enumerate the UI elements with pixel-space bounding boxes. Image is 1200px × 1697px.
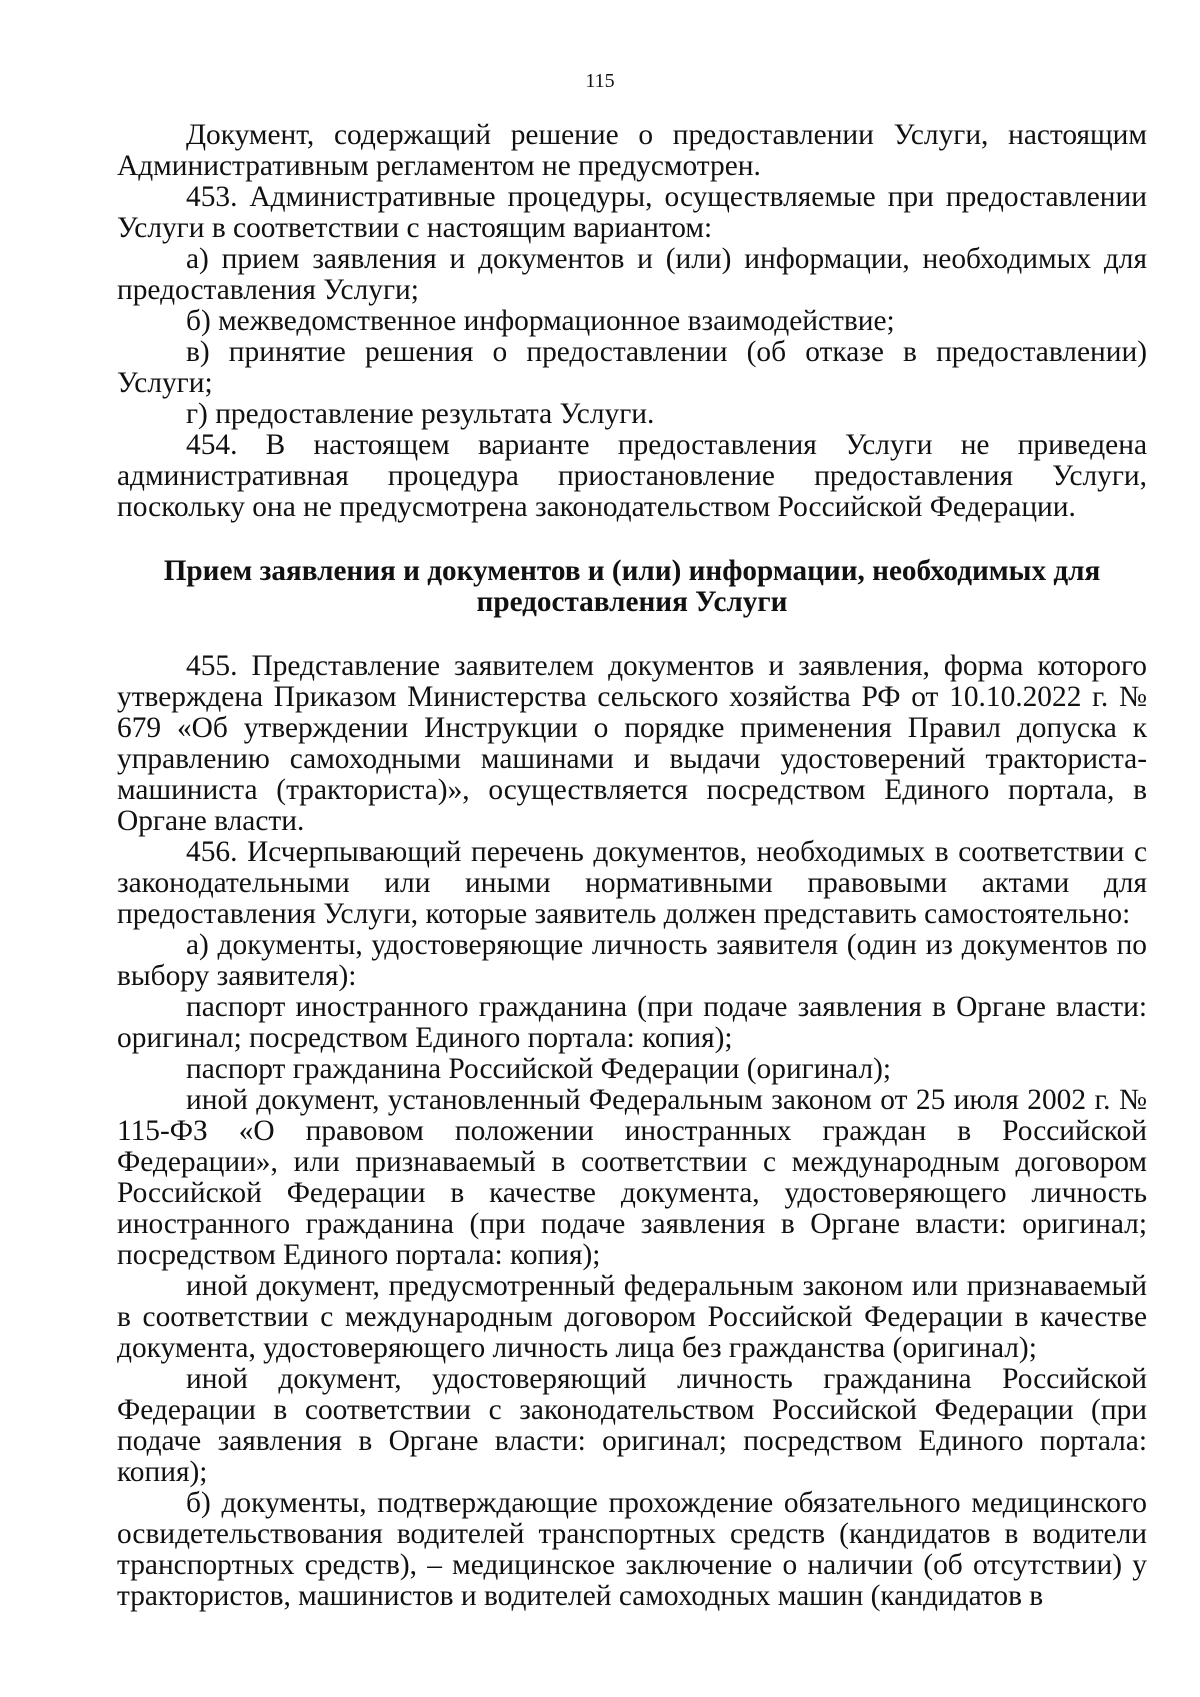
list-item-a: а) прием заявления и документов и (или) информации, необходимых для предоставления Услуги; (117, 243, 1147, 306)
paragraph-456: 456. Исчерпывающий перечень документов, необходимых в соответствии с законодательными или иными нормативными правовыми актами для предоставления Услуги, которые заявитель должен представить самостоятельно: (117, 836, 1147, 930)
paragraph-454: 454. В настоящем варианте предоставления Услуги не приведена административная процедура приостановление предоставления Услуги, поскольку она не предусмотрена законодательством Российской Федерации. (117, 429, 1147, 523)
section-heading (117, 556, 1147, 618)
section-heading-line-1: Прием заявления и документов и (или) информации, необходимых для (163, 555, 1101, 587)
paragraph-result-document: Документ, содержащий решение о предоставлении Услуги, настоящим Административным регламентом не предусмотрен. (117, 119, 1147, 182)
section-heading-line-2: предоставления Услуги (476, 586, 788, 618)
list-item-rf-id-document: иной документ, удостоверяющий личность гражданина Российской Федерации в соответствии с законодательством Российской Федерации (при подаче заявления в Органе власти: оригинал; посредством Единого портала: копия); (117, 1363, 1147, 1488)
list-item-foreign-id-document: иной документ, установленный Федеральным законом от 25 июля 2002 г. № 115-ФЗ «О правовом положении иностранных граждан в Российской Федерации», или признаваемый в соответствии с международным договором Российской Федерации в качестве документа, удостоверяющего личность иностранного гражданина (при подаче заявления в Органе власти: оригинал; посредством Единого портала: копия); (117, 1084, 1147, 1271)
paragraph-453: 453. Административные процедуры, осуществляемые при предоставлении Услуги в соответствии с настоящим вариантом: (117, 181, 1147, 244)
list-item-g: г) предоставление результата Услуги. (186, 398, 655, 430)
list-item-identity-documents: а) документы, удостоверяющие личность заявителя (один из документов по выбору заявителя): (117, 929, 1147, 992)
list-item-stateless-id-document: иной документ, предусмотренный федеральным законом или признаваемый в соответствии с международным договором Российской Федерации в качестве документа, удостоверяющего личность лица без гражданства (оригинал); (117, 1270, 1147, 1364)
list-item-b: б) межведомственное информационное взаимодействие; (186, 305, 895, 337)
list-item-rf-passport: паспорт гражданина Российской Федерации (оригинал); (186, 1053, 892, 1085)
list-item-foreign-passport: паспорт иностранного гражданина (при подаче заявления в Органе власти: оригинал; посредством Единого портала: копия); (117, 991, 1147, 1054)
list-item-medical-documents: б) документы, подтверждающие прохождение обязательного медицинского освидетельствования водителей транспортных средств (кандидатов в водители транспортных средств), – медицинское заключение о наличии (об отсутствии) у трактористов, машинистов и водителей самоходных машин (кандидатов в (117, 1487, 1147, 1612)
document-body (117, 120, 1147, 1612)
list-item-v: в) принятие решения о предоставлении (об отказе в предоставлении) Услуги; (117, 336, 1147, 399)
paragraph-455: 455. Представление заявителем документов и заявления, форма которого утверждена Приказом Министерства сельского хозяйства РФ от 10.10.2022 г. № 679 «Об утверждении Инструкции о порядке применения Правил допуска к управлению самоходными машинами и выдачи удостоверений тракториста-машиниста (тракториста)», осуществляется посредством Единого портала, в Органе власти. (117, 650, 1147, 837)
page-number: 115 (585, 70, 615, 92)
